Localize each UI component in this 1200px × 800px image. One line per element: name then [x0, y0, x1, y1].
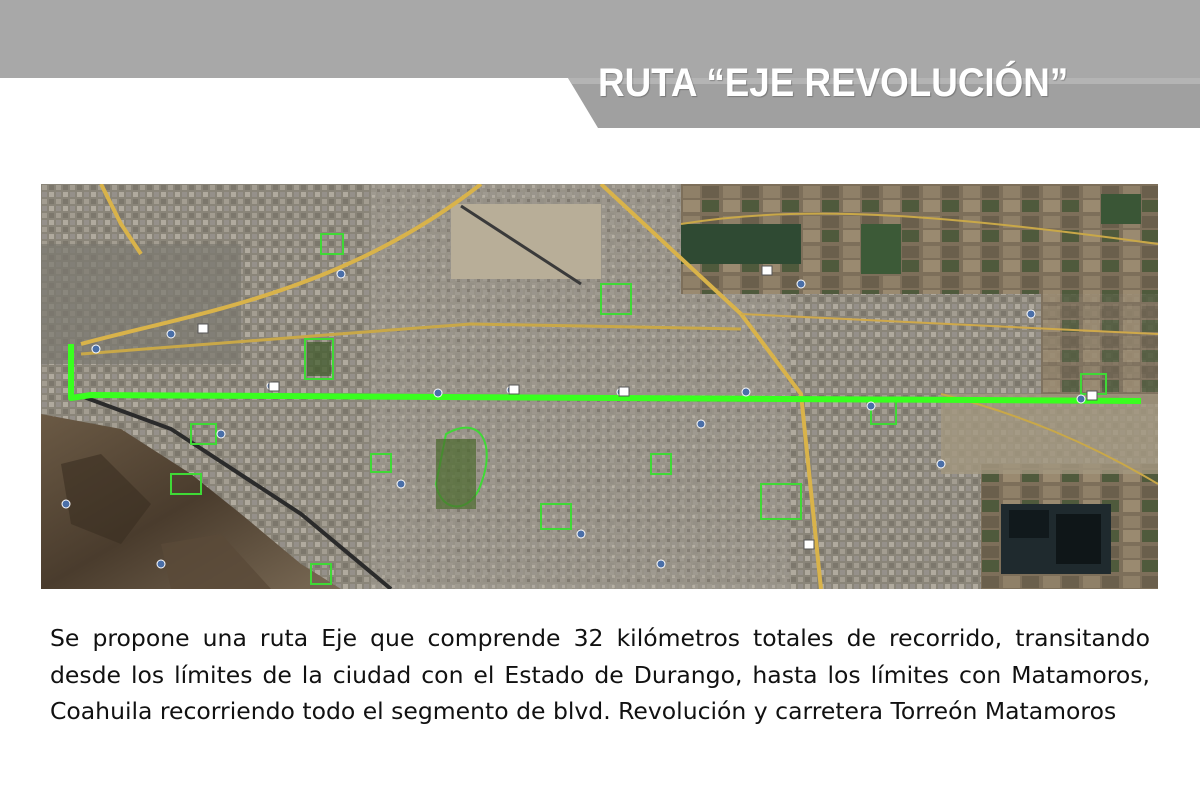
slide-title: RUTA “EJE REVOLUCIÓN” — [598, 61, 1069, 105]
satellite-map-image — [41, 184, 1158, 589]
route-description: Se propone una ruta Eje que comprende 32 kilómetros totales de recorrido, transitando desde los límites de la ciudad con el Estado de Durango, hasta los límites con Matamoros, Coahuila recorriendo todo el segmento de blvd. Revolución y carretera Torreón Matamoros — [50, 624, 1150, 725]
route-map — [41, 184, 1158, 589]
